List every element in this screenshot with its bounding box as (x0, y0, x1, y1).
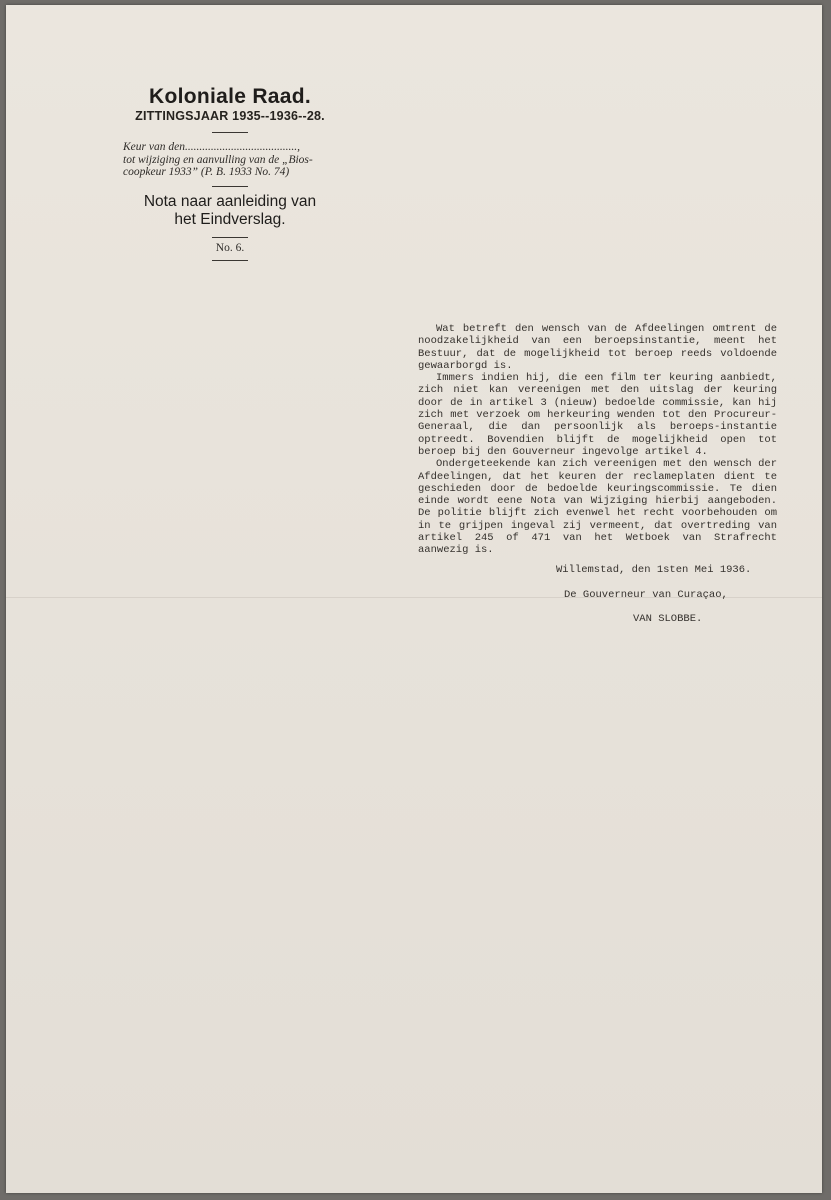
show-through-heading (476, 91, 696, 117)
body-text (418, 323, 777, 557)
document-page (6, 5, 822, 1193)
show-through-title (476, 191, 706, 213)
paragraph: Wat betreft den wensch van de Afdeelingen omtrent de noodzakelijkheid van een beroepsinstantie, meent het Bestuur, dat de mogelijkheid tot beroep reeds voldoende gewaarborgd is. (418, 323, 777, 372)
signatory-name: VAN SLOBBE. (633, 613, 703, 625)
paragraph: Ondergeteekende kan zich vereenigen met den wensch der Afdeelingen, dat het keuren der reclameplaten dient te geschieden door de bedoelde keuringscommissie. Te dien einde wordt eene Nota van Wijziging hierbij aangeboden. De politie blijft zich evenwel het recht voorbehouden om in te grijpen ingeval zij vermeent, dat overtreding van artikel 245 of 471 van het Wetboek van Strafrecht aanwezig is. (418, 458, 777, 557)
document-header (110, 85, 350, 261)
paragraph: Immers indien hij, die een film ter keuring aanbiedt, zich niet kan vereenigen met den uitslag der keuring door de in artikel 3 (nieuw) bedoelde commissie, kan hij zich met verzoek om herkeuring wenden tot den Procureur-Generaal, die dan persoonlijk als beroeps-instantie optreedt. Bovendien blijft de mogelijkheid open tot beroep bij den Gouverneur ingevolge artikel 4. (418, 372, 777, 458)
document-number: No. 6. (215, 241, 245, 254)
divider (212, 132, 248, 133)
subject-line: Keur van den......................................., (123, 141, 300, 153)
subject-line: tot wijziging en aanvulling van de „Bios- (123, 153, 313, 166)
signatory-office: De Gouverneur van Curaçao, (564, 589, 728, 601)
divider (212, 237, 248, 238)
session-year: ZITTINGSJAAR 1935--1936--28. (135, 109, 325, 123)
document-title (110, 193, 350, 229)
divider (212, 186, 248, 187)
title-line: het Eindverslag. (174, 210, 286, 228)
council-name: Koloniale Raad. (148, 85, 312, 108)
ordinance-subject (110, 141, 350, 179)
divider (212, 260, 248, 261)
subject-line: coopkeur 1933” (P. B. 1933 No. 74) (123, 166, 290, 178)
place-date: Willemstad, den 1sten Mei 1936. (556, 564, 752, 576)
title-line: Nota naar aanleiding van (143, 192, 317, 210)
